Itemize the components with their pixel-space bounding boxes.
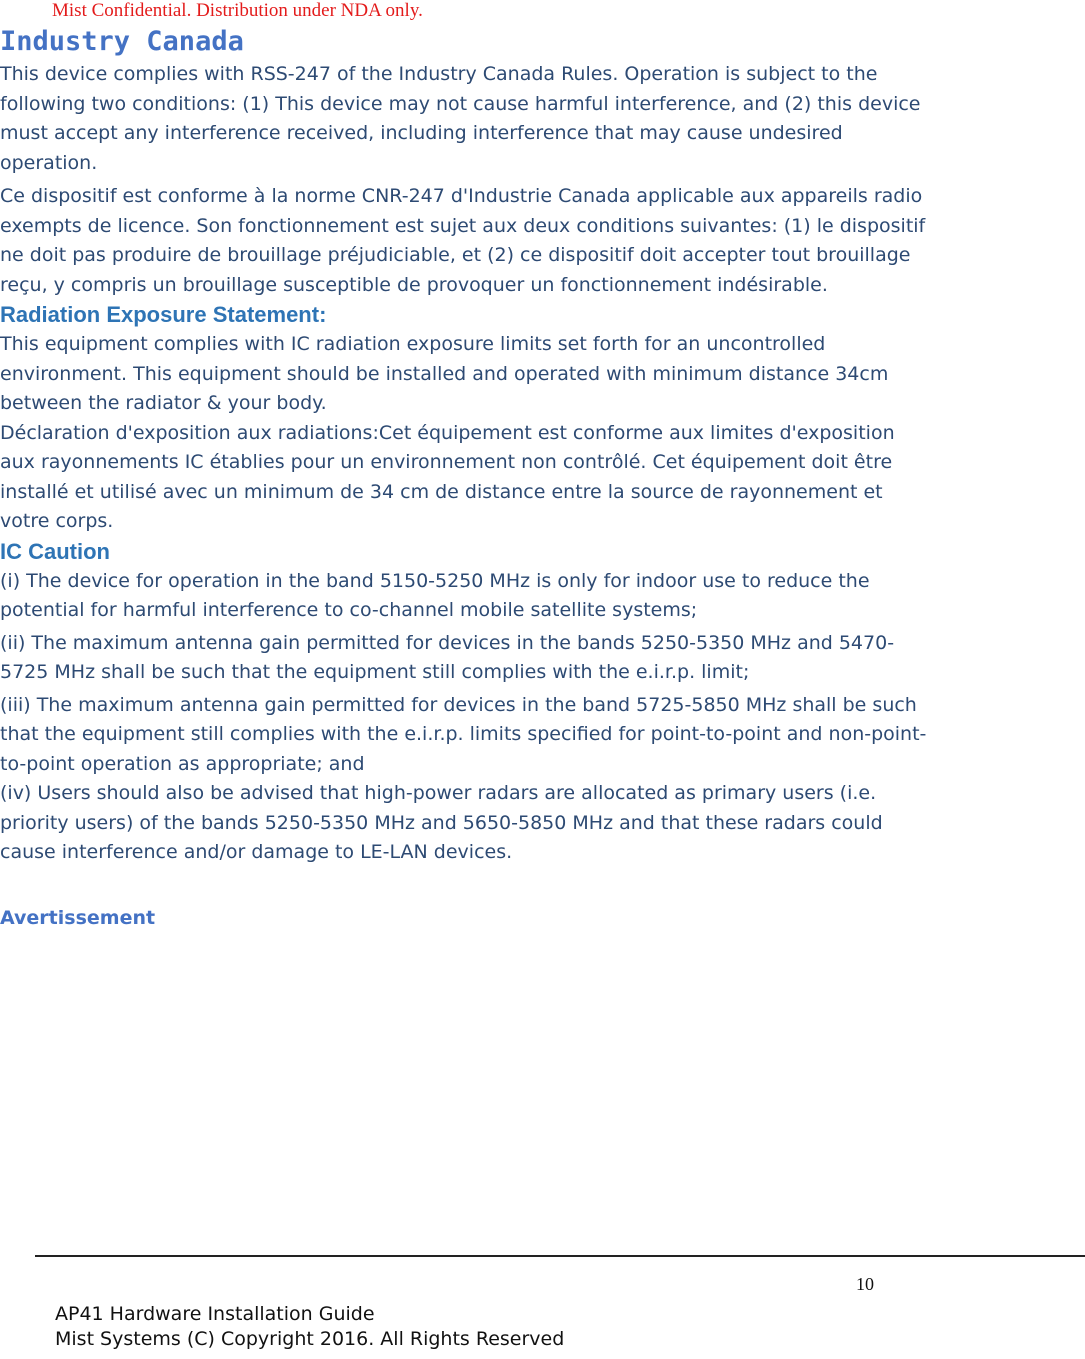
caution-item-1: (i) The device for operation in the band 5150-5250 MHz is only for indoor use to reduce the potential for harmful interference to co-channel mobile satellite systems; (0, 569, 870, 621)
footer-copyright: Mist Systems (C) Copyright 2016. All Rights Reserved (55, 1328, 565, 1350)
paragraph-radiation-english: This equipment complies with IC radiation exposure limits set forth for an uncontrolled environment. This equipment should be installed and operated with minimum distance 34cm between the radiator & your body. (0, 333, 889, 414)
footer-doc-title: AP41 Hardware Installation Guide (55, 1303, 375, 1325)
caution-item-4: (iv) Users should also be advised that high-power radars are allocated as primary users (i.e. priority users) of the bands 5250-5350 MHz and 5650-5850 MHz and that these radars could cause interference and/or damage to LE-LAN devices. (0, 782, 883, 863)
heading-radiation-exposure: Radiation Exposure Statement: (0, 302, 327, 327)
paragraph-ic-french: Ce dispositif est conforme à la norme CNR-247 d'Industrie Canada applicable aux appareils radio exempts de licence. Son fonctionnement est sujet aux deux conditions suivantes: (1) le dispositif ne doit pas produire de brouillage préjudiciable, et (2) ce dispositif doit accepter tout brouillage reçu, y compris un brouillage susceptible de provoquer un fonctionnement indésirable. (0, 185, 926, 296)
page-number: 10 (856, 1274, 874, 1294)
footer-divider (35, 1255, 1085, 1257)
page-content (0, 24, 935, 933)
section-title-industry-canada: Industry Canada (0, 26, 244, 57)
caution-item-2: (ii) The maximum antenna gain permitted for devices in the bands 5250-5350 MHz and 5470-5725 MHz shall be such that the equipment still complies with the e.i.r.p. limit; (0, 631, 895, 683)
heading-avertissement: Avertissement (0, 906, 156, 929)
paragraph-ic-english: This device complies with RSS-247 of the Industry Canada Rules. Operation is subject to the following two conditions: (1) This device may not cause harmful interference, and (2) this device must accept any interference received, including interference that may cause undesired operation. (0, 63, 921, 174)
page-footer (55, 1302, 564, 1352)
confidential-notice: Mist Confidential. Distribution under NDA only. (52, 0, 423, 21)
paragraph-radiation-french: Déclaration d'exposition aux radiations:Cet équipement est conforme aux limites d'exposition aux rayonnements IC établies pour un environnement non contrôlé. Cet équipement doit être installé et utilisé avec un minimum de 34 cm de distance entre la source de rayonnement et votre corps. (0, 421, 895, 532)
caution-item-3: (iii) The maximum antenna gain permitted for devices in the band 5725-5850 MHz shall be such that the equipment still complies with the e.i.r.p. limits specified for point-to-point and non-point-to-point operation as appropriate; and (0, 693, 927, 775)
heading-ic-caution: IC Caution (0, 538, 110, 564)
